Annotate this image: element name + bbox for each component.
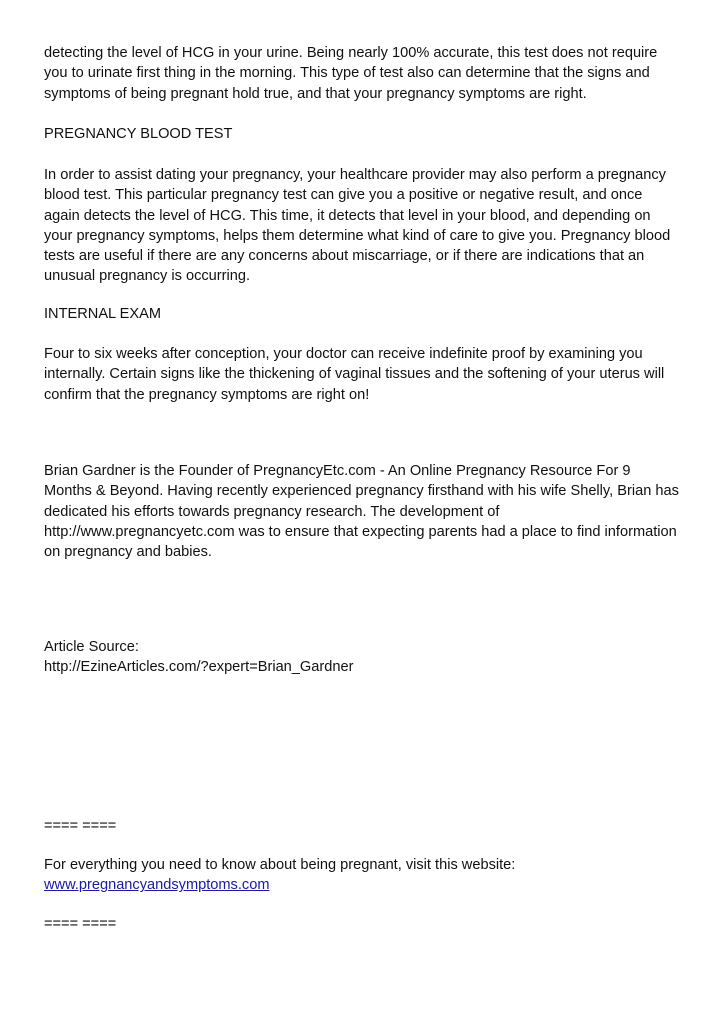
- separator-bottom: [44, 914, 694, 934]
- promo-link[interactable]: www.pregnancyandsymptoms.com: [44, 877, 270, 894]
- author-bio-paragraph: [44, 461, 694, 562]
- text-line: tests are useful if there are any concerns about miscarriage, or if there are indications that an: [44, 248, 645, 265]
- promo-text: For everything you need to know about being pregnant, visit this website:: [44, 857, 516, 873]
- promo-block: [44, 855, 694, 896]
- text-line: confirm that the pregnancy symptoms are right on!: [44, 386, 370, 403]
- text-line: dedicated his efforts towards pregnancy research. The development of: [44, 503, 500, 520]
- separator-text: ==== ====: [44, 916, 117, 932]
- text-line: unusual pregnancy is occurring.: [44, 268, 251, 285]
- article-source-url: http://EzineArticles.com/?expert=Brian_Gardner: [44, 659, 354, 676]
- text-line: Four to six weeks after conception, your doctor can receive indefinite proof by examining you: [44, 346, 643, 362]
- article-source-label: Article Source:: [44, 639, 139, 655]
- blood-test-paragraph: [44, 165, 694, 287]
- article-source-block: [44, 637, 694, 678]
- urine-test-paragraph: [44, 43, 694, 104]
- section-heading: PREGNANCY BLOOD TEST: [44, 126, 233, 142]
- text-line: http://www.pregnancyetc.com was to ensure that expecting parents had a place to find information: [44, 523, 677, 540]
- text-line: symptoms of being pregnant hold true, and that your pregnancy symptoms are right.: [44, 85, 587, 102]
- separator-text: ==== ====: [44, 818, 117, 834]
- text-line: your pregnancy symptoms, helps them determine what kind of care to give you. Pregnancy blood: [44, 227, 671, 244]
- text-line: detecting the level of HCG in your urine. Being nearly 100% accurate, this test does not require: [44, 45, 658, 61]
- text-line: In order to assist dating your pregnancy, your healthcare provider may also perform a pregnancy: [44, 167, 666, 183]
- internal-exam-paragraph: [44, 344, 694, 405]
- text-line: blood test. This particular pregnancy test can give you a positive or negative result, and once: [44, 187, 643, 204]
- separator-top: [44, 816, 694, 836]
- section-heading: INTERNAL EXAM: [44, 306, 162, 322]
- text-line: on pregnancy and babies.: [44, 544, 212, 561]
- internal-exam-heading: [44, 304, 694, 324]
- text-line: internally. Certain signs like the thickening of vaginal tissues and the softening of your uterus will: [44, 366, 665, 383]
- blood-test-heading: [44, 124, 694, 144]
- text-line: you to urinate first thing in the morning. This type of test also can determine that the signs and: [44, 65, 650, 82]
- text-line: again detects the level of HCG. This time, it detects that level in your blood, and depending on: [44, 207, 651, 224]
- text-line: Brian Gardner is the Founder of PregnancyEtc.com - An Online Pregnancy Resource For 9: [44, 463, 631, 479]
- text-line: Months & Beyond. Having recently experienced pregnancy firsthand with his wife Shelly, Brian has: [44, 483, 679, 500]
